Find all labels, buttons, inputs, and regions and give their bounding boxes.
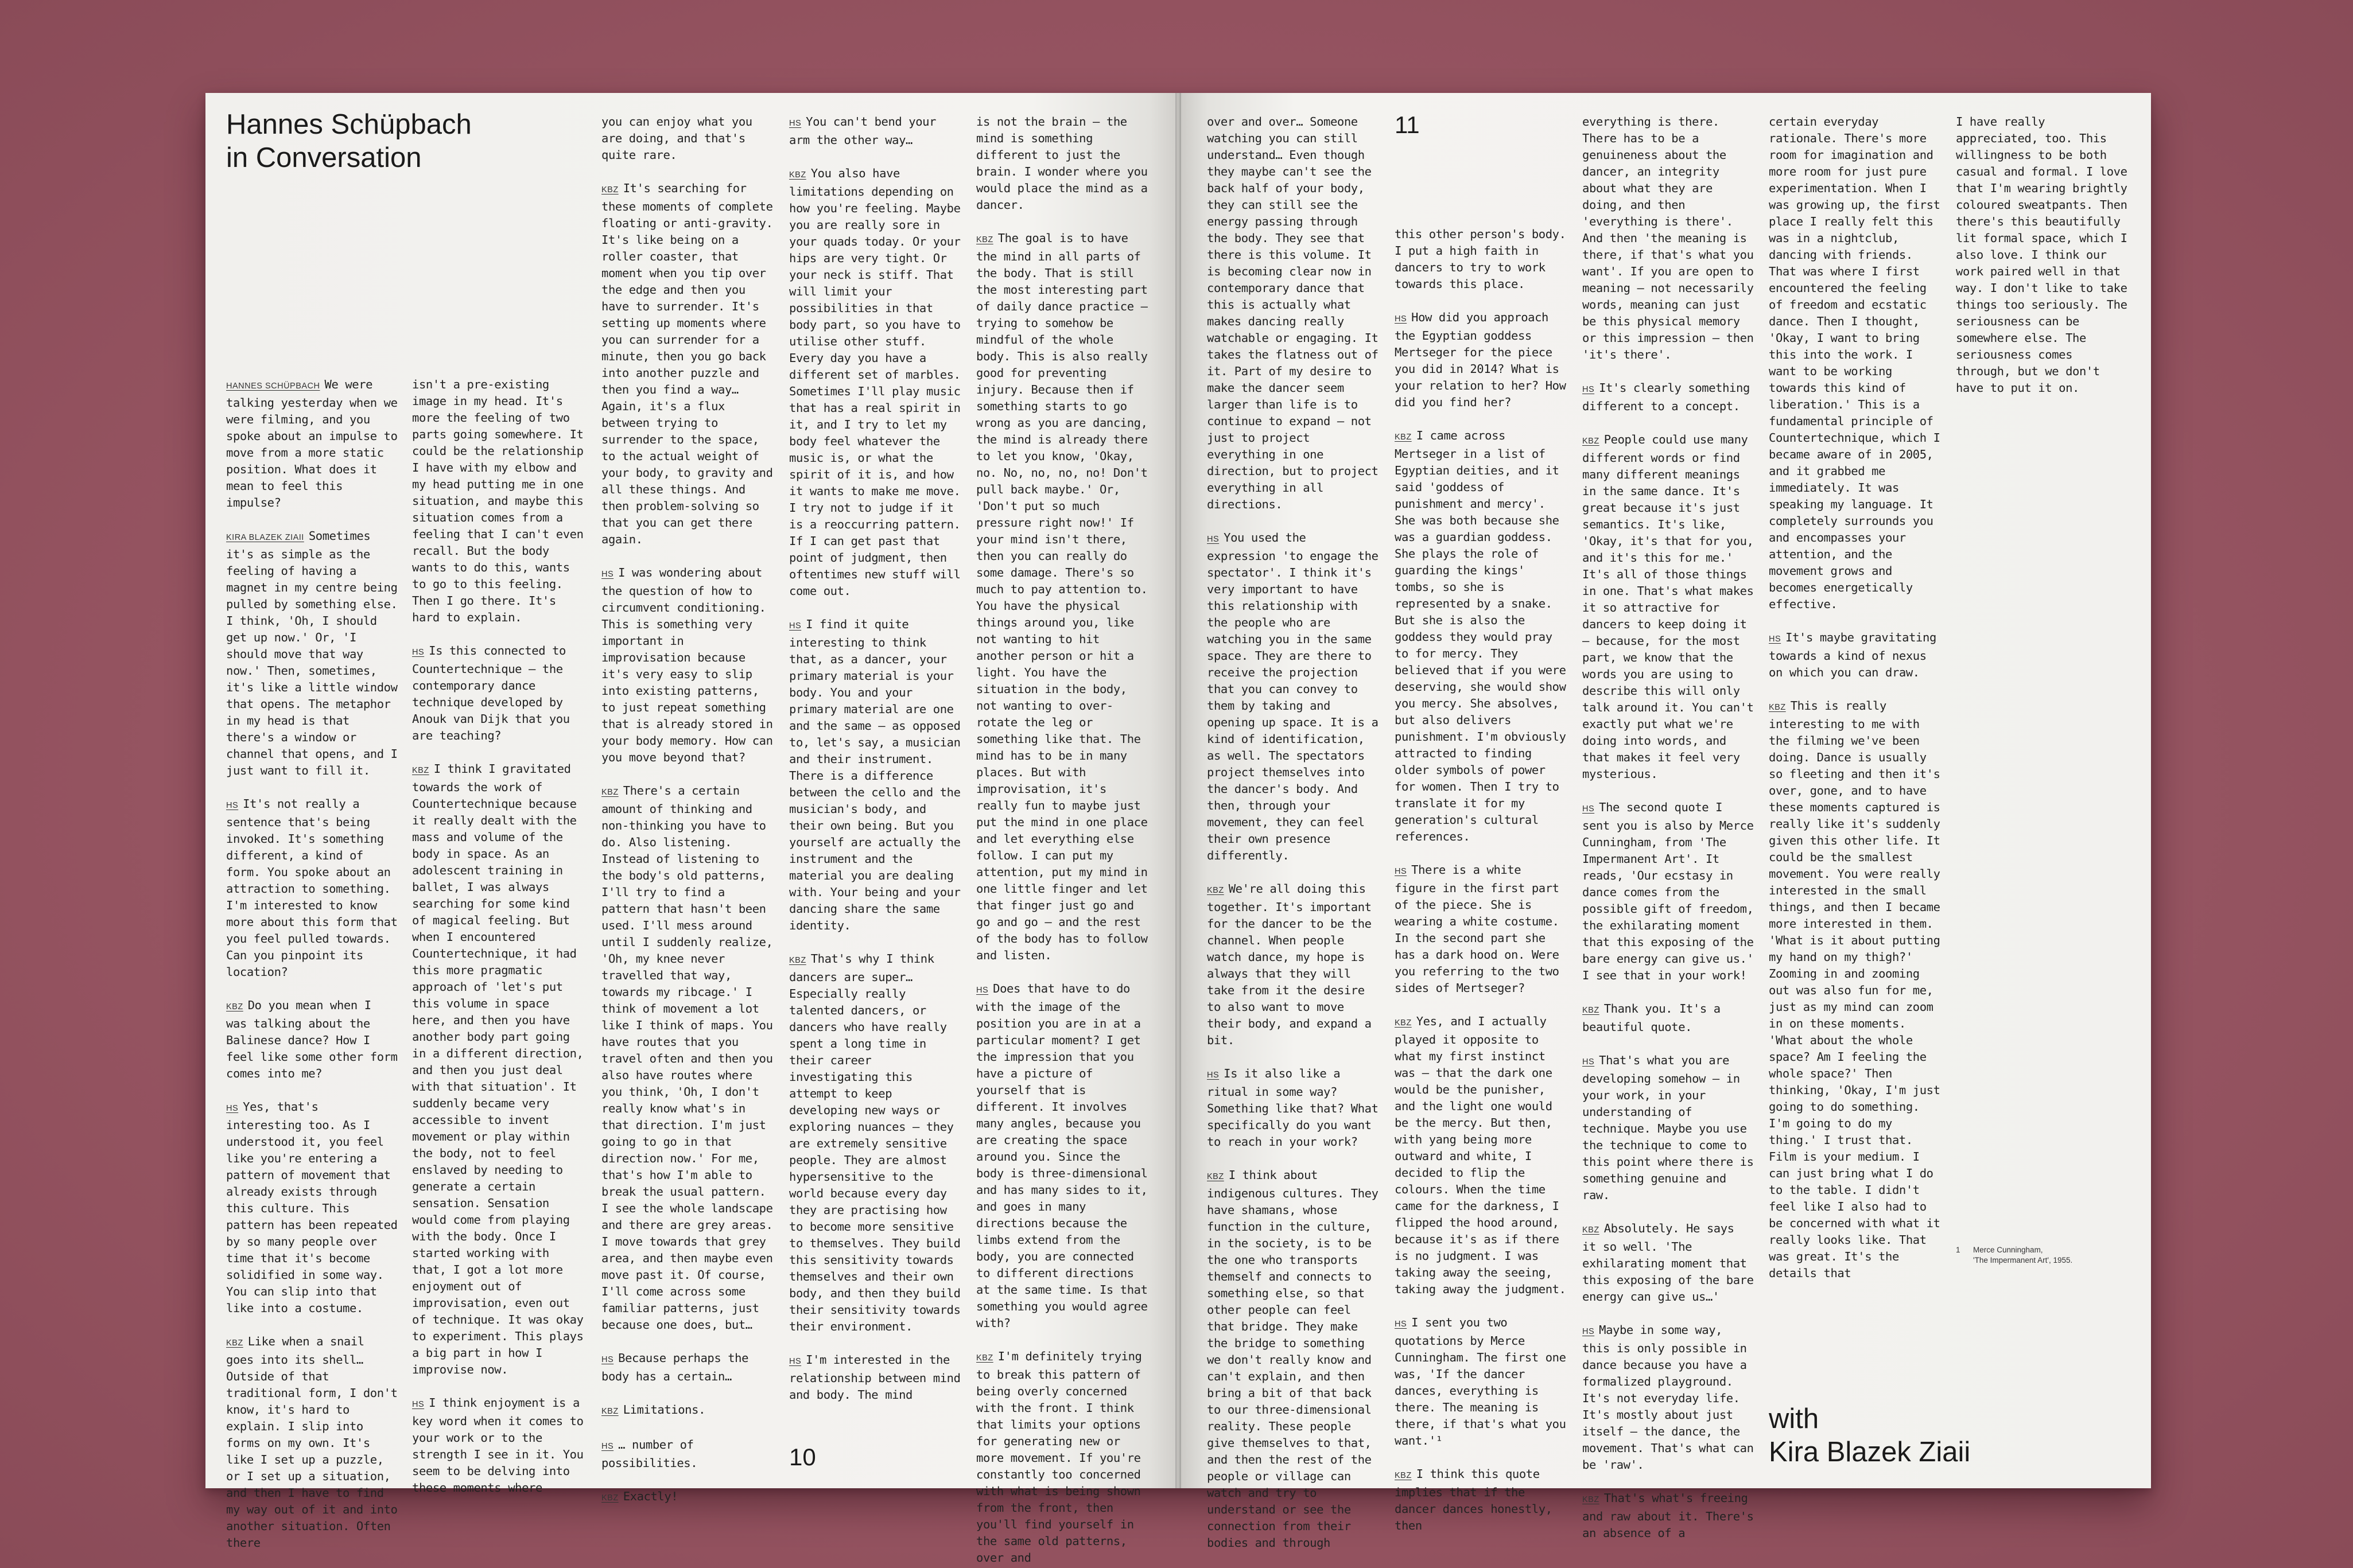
paragraph <box>226 1099 398 1317</box>
paragraph-text: Because perhaps the body has a certain… <box>601 1351 749 1383</box>
paragraph-text: It's clearly something different to a concept. <box>1582 381 1750 413</box>
paragraph <box>1207 881 1379 1049</box>
speaker-label: HS <box>789 621 802 631</box>
magazine-spread <box>205 93 2151 1565</box>
paragraph-text: Exactly! <box>623 1489 678 1503</box>
paragraph <box>789 1352 961 1403</box>
paragraph-text: Like when a snail goes into its shell… Outside of that traditional form, I don't know, it's hard to explain. I slip into forms on my own. It's like I set up a puzzle, or I set up a situation, and then I have to find my way out of it and into another situation. Often there <box>226 1334 398 1550</box>
footnote-line-1: Merce Cunningham, <box>1973 1246 2043 1254</box>
speaker-label: KBZ <box>1395 433 1412 442</box>
paragraph-text: certain everyday rationale. There's more room for imagination and more room for just pure experimentation. When I was growing up, the first place I really felt this was in a nightclub, dancing with friends. That was where I first encountered the feeling of freedom and ecstatic dance. Then I thought, 'Okay, I want to bring this into the work. I want to be working towards this kind of liberation.' This is a fundamental principle of Countertechnique, which I became aware of in 2005, and it grabbed me immediately. It was speaking my language. It completely surrounds you and encompasses your attention, and the movement grows and becomes energetically effective. <box>1769 115 1940 611</box>
speaker-label: KIRA BLAZEK ZIAII <box>226 533 304 542</box>
text-column <box>1769 114 1941 1282</box>
speaker-label: KBZ <box>1582 437 1599 446</box>
text-column <box>226 376 398 1551</box>
paragraph-text: That's why I think dancers are super… Especially really talented dancers, or dancers who have really spent a long time in their career investigating this attempt to keep developing new ways or exploring nuances – they are extremely sensitive people. They are almost hypersensitive to the world because every day they are practising how to become more sensitive to themselves. They build this sensitivity towards themselves and their own body, and then they build their sensitivity towards their environment. <box>789 952 961 1333</box>
text-column <box>976 114 1148 1566</box>
speaker-label: KBZ <box>1395 1018 1412 1028</box>
paragraph <box>1769 698 1941 1282</box>
speaker-label: HS <box>1207 535 1220 544</box>
speaker-label: KBZ <box>601 1493 619 1503</box>
paragraph-text: It's not really a sentence that's being invoked. It's something different, a kind of form. You spoke about an attraction to something. I'm interested to know more about this form that you feel pulled towards. Can you pinpoint its location? <box>226 797 398 979</box>
paragraph-text: I think enjoyment is a key word when it comes to your work or to the strength I see in it. You seem to be delving into these moments where <box>412 1396 584 1495</box>
paragraph <box>1395 1314 1567 1449</box>
speaker-label: HANNES SCHÜPBACH <box>226 382 320 391</box>
paragraph-text: It's maybe gravitating towards a kind of nexus on which you can draw. <box>1769 631 1936 679</box>
paragraph <box>789 951 961 1335</box>
text-column <box>1582 114 1754 1542</box>
paragraph <box>601 1488 774 1507</box>
footnote-line-2: 'The Impermanent Art', 1955. <box>1973 1256 2073 1264</box>
text-column <box>1956 114 2128 396</box>
speaker-label: KBZ <box>226 1339 243 1348</box>
paragraph-text: I'm definitely trying to break this pattern of being overly concerned with the front. I think that limits your options for generating new or more movement. If you're constantly too concerned with what is being shown from the front, then you'll find yourself in the same old patterns, over and <box>976 1349 1142 1565</box>
paragraph <box>1582 380 1754 415</box>
speaker-label: HS <box>1582 804 1595 814</box>
speaker-label: HS <box>412 1400 425 1409</box>
speaker-label: HS <box>1769 635 1781 644</box>
text-column <box>1395 226 1567 1534</box>
paragraph <box>789 114 961 149</box>
speaker-label: HS <box>1582 1327 1595 1336</box>
paragraph-text: you can enjoy what you are doing, and that's quite rare. <box>601 115 752 162</box>
paragraph <box>226 796 398 981</box>
paragraph <box>789 165 961 600</box>
paragraph <box>601 114 774 164</box>
paragraph <box>1207 1065 1379 1150</box>
speaker-label: HS <box>1207 1071 1220 1080</box>
right-page <box>1178 93 2151 1550</box>
speaker-label: KBZ <box>789 170 806 180</box>
paragraph <box>412 643 584 744</box>
paragraph <box>1582 114 1754 363</box>
paragraph <box>226 997 398 1082</box>
speaker-label: KBZ <box>1582 1006 1599 1015</box>
paragraph-text: You used the expression 'to engage the spectator'. I think it's very important to have this relationship with the people who are watching you in the same space. They are there to receive the projection that you can convey to them by taking and opening up space. It is a kind of identification, as well. The spectators project themselves into the dancer's body. And then, through your movement, they can feel their own presence differently. <box>1207 531 1379 862</box>
paragraph-text: That's what's freeing and raw about it. There's an absence of a <box>1582 1491 1754 1540</box>
speaker-label: HS <box>226 801 239 810</box>
paragraph-text: The goal is to have the mind in all parts of the body. That is still the most interesting part of daily dance practice – trying to somehow be mindful of the whole body. This is also really good for preventing injury. Because then if something starts to go wrong as you are dancing, the mind is already there to let you know, 'Okay, no. No, no, no, no! Don't pull back maybe.' Or, 'Don't put so much pressure right now!' If your mind isn't there, then you can really do some damage. There's so much to pay attention to. You have the physical things around you, like not wanting to hit another person or hit a light. You have the situation in the body, not wanting to over-rotate the leg or something like that. The mind has to be in many places. But with improvisation, it's really fun to maybe just put the mind in one place and let everything else follow. I can put my attention, put my mind in one little finger and let that finger just go and go and go – and the rest of the body has to follow and listen. <box>976 231 1148 962</box>
paragraph-text: I came across Mertseger in a list of Egyptian deities, and it said 'goddess of punishment and mercy'. She was both because she was a guardian goddess. She plays the role of guarding the kings' tombs, so she is represented by a snake. But she is also the goddess they would pray to for mercy. They believed that if you were deserving, she would show you mercy. She absolves, but also delivers punishment. I'm obviously attracted to finding older symbols of power for women. Then I try to translate it for my generation's cultural references. <box>1395 429 1566 843</box>
paragraph <box>1207 1167 1379 1551</box>
paragraph <box>1582 1490 1754 1542</box>
speaker-label: KBZ <box>1207 886 1224 895</box>
speaker-label: HS <box>1395 867 1407 876</box>
left-page <box>205 93 1178 1565</box>
paragraph-text: I sent you two quotations by Merce Cunningham. The first one was, 'If the dancer dances, everything is there. The meaning is there, if that's what you want.'¹ <box>1395 1316 1566 1448</box>
paragraph <box>1207 114 1379 513</box>
paragraph-text: It's searching for these moments of complete floating or anti-gravity. It's like being on a roller coaster, that moment when you tip over the edge and then you have to surrender. It's setting up moments where you can surrender for a minute, then you go back into another puzzle and then you find a way… Again, it's a flux between trying to surrender to the space, to the actual weight of your body, to gravity and all these things. And then problem-solving so that you can get there again. <box>601 181 773 546</box>
with-line-1: with <box>1769 1403 1819 1434</box>
speaker-label: KBZ <box>601 185 619 194</box>
speaker-label: HS <box>601 1442 614 1451</box>
paragraph <box>1582 1322 1754 1473</box>
text-column <box>1207 114 1379 1551</box>
speaker-label: HS <box>1582 1057 1595 1067</box>
paragraph <box>789 616 961 934</box>
paragraph <box>1956 114 2128 396</box>
paragraph-text: This is really interesting to me with the filming we've been doing. Dance is usually so fleeting and then it's over, gone, and to have these moments captured is really like it's suddenly given this other life. It could be the smallest movement. You were really interested in the small things, and then I became more interested in them. 'What is it about putting my hand on my thigh?' Zooming in and zooming out was also fun for me, just as my mind can zoom in on these moments. 'What about the whole space? Am I feeling the whole space?' Then thinking, 'Okay, I'm just going to do something. I'm going to do my thing.' I trust that. Film is your medium. I can just bring what I do to the table. I didn't feel like I also had to be concerned with what it really looks like. That was great. It's the details that <box>1769 699 1940 1280</box>
speaker-label: HS <box>1582 385 1595 394</box>
paragraph-text: I think I gravitated towards the work of Countertechnique because it really dealt with the mass and volume of the body in space. As an adolescent training in ballet, I was always searching for some kind of magical feeling. But when I encountered Countertechnique, it had this more pragmatic approach of 'let's put this volume in space here, and then you have another body part going in a different direction, and then you just deal with that situation'. It suddenly became very accessible to invent movement or play within the body, not to feel enslaved by needing to generate a certain sensation. Sensation would come from playing with the body. Once I started working with that, I got a lot more enjoyment out of improvisation, even out of technique. It was okay to experiment. This plays a big part in how I improvise now. <box>412 762 584 1376</box>
paragraph-text: I find it quite interesting to think that, as a dancer, your primary material is your body. You and your primary material are one and the same – as opposed to, let's say, a musician and their instrument. There is a difference between the cello and the musician's body, and their own being. But you yourself are actually the instrument and the material you are dealing with. Your being and your dancing share the same identity. <box>789 617 961 932</box>
paragraph <box>1395 309 1567 411</box>
speaker-label: KBZ <box>1769 703 1786 712</box>
spine-gutter <box>1175 93 1181 1488</box>
speaker-label: HS <box>412 648 425 657</box>
speaker-label: KBZ <box>412 766 429 775</box>
paragraph-text: isn't a pre-existing image in my head. It's more the feeling of two parts going somewhere. It could be the relationship I have with my elbow and my head putting me in one situation, and maybe this situation comes from a feeling that I can't even recall. But the body wants to do this, wants to go to this feeling. Then I go there. It's hard to explain. <box>412 378 584 624</box>
paragraph <box>226 1333 398 1551</box>
paragraph <box>1207 530 1379 864</box>
paragraph <box>412 376 584 626</box>
paragraph-text: That's what you are developing somehow – in your work, in your understanding of technique. Maybe you use the technique to come to this point where there is something genuine and raw. <box>1582 1053 1754 1202</box>
paragraph <box>1582 431 1754 783</box>
speaker-label: KBZ <box>976 1353 993 1363</box>
paragraph <box>976 114 1148 213</box>
paragraph <box>601 1350 774 1385</box>
speaker-label: KBZ <box>1395 1471 1412 1480</box>
paragraph-text: Is this connected to Countertechnique – the contemporary dance technique developed by Anouk van Dijk that you are teaching? <box>412 644 570 742</box>
speaker-label: HS <box>1395 314 1407 324</box>
paragraph-text: There's a certain amount of thinking and non-thinking you have to do. Also listening. Instead of listening to the body's old patterns, I'll try to find a pattern that hasn't been used. I'll mess around until I suddenly realize, 'Oh, my knee never travelled that way, towards my ribcage.' I think of movement a lot like I think of maps. You have routes that you travel often and then you also have routes where you think, 'Oh, I don't really know what's in that direction. I'm just going to go in that direction now.' For me, that's how I'm able to break the usual pattern. I see the whole landscape and there are grey areas. I move towards that grey area, and then maybe even move past it. Of course, I'll come across some familiar patterns, just because one does, but… <box>601 784 773 1332</box>
speaker-label: HS <box>976 986 989 995</box>
speaker-label: KBZ <box>789 956 806 965</box>
speaker-label: KBZ <box>1582 1225 1599 1235</box>
paragraph-text: Is it also like a ritual in some way? Something like that? What specifically do you want to reach in your work? <box>1207 1067 1379 1149</box>
footnote-number: 1 <box>1956 1246 1960 1254</box>
paragraph-text: I have really appreciated, too. This willingness to be both casual and formal. I love that I'm wearing brightly coloured sweatpants. Then there's this beautifully lit formal space, which I also love. I think our work paired well in that way. I don't like to take things too seriously. The seriousness can be somewhere else. The seriousness comes through, but we don't have to put it on. <box>1956 115 2127 395</box>
paragraph-text: Sometimes it's as simple as the feeling of having a magnet in my centre being pulled by something else. I think, 'Oh, I should get up now.' Or, 'I should move that way now.' Then, sometimes, it's like a little window that opens. The metaphor in my head is that there's a window or channel that opens, and I just want to fill it. <box>226 529 398 777</box>
interviewee-heading <box>1769 1402 1970 1469</box>
speaker-label: KBZ <box>1207 1172 1224 1181</box>
paragraph <box>1582 799 1754 984</box>
paragraph <box>412 761 584 1378</box>
paragraph <box>976 230 1148 964</box>
paragraph <box>1582 1052 1754 1204</box>
paragraph <box>601 1437 774 1472</box>
paragraph-text: I'm interested in the relationship between mind and body. The mind <box>789 1353 961 1402</box>
paragraph-text: How did you approach the Egyptian goddess Mertseger for the piece you did in 2014? What is your relation to her? How did you find her? <box>1395 310 1566 409</box>
speaker-label: KBZ <box>226 1002 243 1011</box>
paragraph-text: Thank you. It's a beautiful quote. <box>1582 1002 1721 1034</box>
paragraph-text: this other person's body. I put a high faith in dancers to try to work towards this place. <box>1395 227 1566 291</box>
speaker-label: HS <box>1395 1320 1407 1329</box>
paragraph-text: I was wondering about the question of how to circumvent conditioning. This is something very important in improvisation because it's very easy to slip into existing patterns, to just repeat something that is already stored in your body memory. How can you move beyond that? <box>601 566 773 764</box>
speaker-label: KBZ <box>1582 1495 1599 1504</box>
title-line-1: Hannes Schüpbach <box>226 109 472 140</box>
paragraph <box>1395 226 1567 293</box>
paragraph <box>412 1395 584 1496</box>
article-title <box>226 108 472 174</box>
paragraph <box>1395 427 1567 845</box>
paragraph-text: The second quote I sent you is also by Merce Cunningham, from 'The Impermanent Art'. It reads, 'Our ecstasy in dance comes from the possible gift of freedom, the exhilarating moment that this exposing of the bare energy can give us.' I see that in your work! <box>1582 800 1754 982</box>
text-column <box>601 114 774 1507</box>
paragraph <box>601 783 774 1333</box>
paragraph-text: I think about indigenous cultures. They have shamans, whose function in the culture, in the society, is to be the one who transports themself and connects to something else, so that other people can feel that bridge. They make the bridge to something we don't really know and can't explain, and then bring a bit of that back to our three-dimensional reality. These people give themselves to that, and then the rest of the people or village can watch and try to understand or see the connection from their bodies and through <box>1207 1168 1379 1550</box>
paragraph-text: over and over… Someone watching you can still understand… Even though they maybe can't see the back half of your body, they can still see the energy passing through the body. They see that there is this volume. It is becoming clear now in contemporary dance that this is actually what makes dancing really watchable or engaging. It takes the flatness out of it. Part of my desire to make the dancer seem larger than life is to continue to expand – not just to project everything in one direction, but to project everything in all directions. <box>1207 115 1379 511</box>
paragraph-text: We were talking yesterday when we were filming, and you spoke about an impulse to move from a more static position. What does it mean to feel this impulse? <box>226 378 398 509</box>
paragraph <box>601 180 774 548</box>
paragraph-text: I think this quote implies that if the dancer dances honestly, then <box>1395 1467 1552 1532</box>
paragraph-text: everything is there. There has to be a genuineness about the dancer, an integrity about what they are doing, and then 'everything is there'. And then 'the meaning is there, if that's what you want'. If you are open to meaning – not necessarily words, meaning can just be this physical memory or this impression – then 'it's there'. <box>1582 115 1754 361</box>
paragraph-text: Does that have to do with the image of the position you are in at a particular moment? I get the impression that you have a picture of yourself that is different. It involves many angles, because you are creating the space around you. Since the body is three-dimensional and has many sides to it, and goes in many directions because the limbs extend from the body, you are connected to different directions at the same time. Is that something you would agree with? <box>976 982 1148 1330</box>
text-column <box>412 376 584 1496</box>
paragraph-text: Maybe in some way, this is only possible in dance because you have a formalized playground. It's not everyday life. It's mostly about just itself – the dance, the movement. That's what can be 'raw'. <box>1582 1323 1754 1472</box>
paragraph-text: … number of possibilities. <box>601 1438 698 1470</box>
page-number-left: 10 <box>789 1444 816 1470</box>
footnote <box>1956 1245 2128 1266</box>
paragraph <box>226 528 398 779</box>
paragraph-text: Yes, that's interesting too. As I understood it, you feel like you're entering a pattern of movement that already exists through this culture. This pattern has been repeated by so many people over time that it's become solidified in some way. You can slip into that like into a costume. <box>226 1100 398 1315</box>
paragraph-text: is not the brain – the mind is something different to just the brain. I wonder where you would place the mind as a dancer. <box>976 115 1148 212</box>
paragraph-text: Do you mean when I was talking about the Balinese dance? How I feel like some other form comes into me? <box>226 998 398 1080</box>
paragraph-text: Absolutely. He says it so well. 'The exhilarating moment that this exposing of the bare energy can give us…' <box>1582 1221 1754 1304</box>
speaker-label: HS <box>601 1355 614 1364</box>
paragraph-text: People could use many different words or find many different meanings in the same dance. It's great because it's just semantics. It's like, 'Okay, it's that for you, and it's this for me.' It's all of those things in one. That's what makes it so attractive for dancers to keep doing it – because, for the most part, we know that the words you are using to describe this will only talk around it. You can't exactly put what we're doing into words, and that makes it feel very mysterious. <box>1582 433 1754 781</box>
paragraph <box>226 376 398 511</box>
paragraph <box>1582 1001 1754 1036</box>
paragraph-text: You also have limitations depending on how you're feeling. Maybe you are really sore in your quads today. Or your hips are very tight. Or your neck is stiff. That will limit your possibilities in that body part, so you have to utilise other stuff. Every day you have a different set of marbles. Sometimes I'll play music that has a real spirit in it, and I try to let my body feel whatever the music is, or what the spirit of it is, and how it wants to make me move. I try not to judge if it is a reoccurring pattern. If I can get past that point of judgment, then oftentimes new stuff will come out. <box>789 166 961 598</box>
speaker-label: KBZ <box>976 235 993 244</box>
paragraph <box>976 1348 1148 1566</box>
paragraph-text: We're all doing this together. It's important for the dancer to be the channel. When people watch dance, my hope is always that they will take from it the desire to also want to move their body, and expand a bit. <box>1207 882 1372 1047</box>
page-number-right: 11 <box>1395 111 1420 138</box>
paragraph-text: There is a white figure in the first part of the piece. She is wearing a white costume. In the second part she has a dark hood on. Were you referring to the two sides of Mertseger? <box>1395 863 1559 995</box>
with-line-2: Kira Blazek Ziaii <box>1769 1437 1971 1468</box>
paragraph <box>1395 1013 1567 1298</box>
paragraph-text: Yes, and I actually played it opposite to what my first instinct was – that the dark one would be the punisher, and the light one would be the mercy. But then, with yang being more outward and white, I decided to flip the colours. When the time came for the darkness, I flipped the hood around, because it's as if there is no judgment. I was taking away the seeing, taking away the judgment. <box>1395 1014 1566 1296</box>
paragraph <box>1395 1466 1567 1534</box>
paragraph-text: Limitations. <box>623 1403 706 1417</box>
speaker-label: HS <box>601 570 614 579</box>
paragraph <box>1582 1220 1754 1305</box>
paragraph <box>601 1402 774 1420</box>
paragraph-text: You can't bend your arm the other way… <box>789 115 937 147</box>
speaker-label: HS <box>226 1104 239 1113</box>
paragraph <box>976 981 1148 1332</box>
speaker-label: HS <box>789 119 802 128</box>
paragraph <box>1769 629 1941 681</box>
paragraph <box>1769 114 1941 613</box>
text-column <box>789 114 961 1403</box>
paragraph <box>1395 862 1567 997</box>
speaker-label: KBZ <box>601 1407 619 1416</box>
paragraph <box>601 565 774 766</box>
title-line-2: in Conversation <box>226 142 422 173</box>
speaker-label: KBZ <box>601 788 619 797</box>
speaker-label: HS <box>789 1357 802 1366</box>
